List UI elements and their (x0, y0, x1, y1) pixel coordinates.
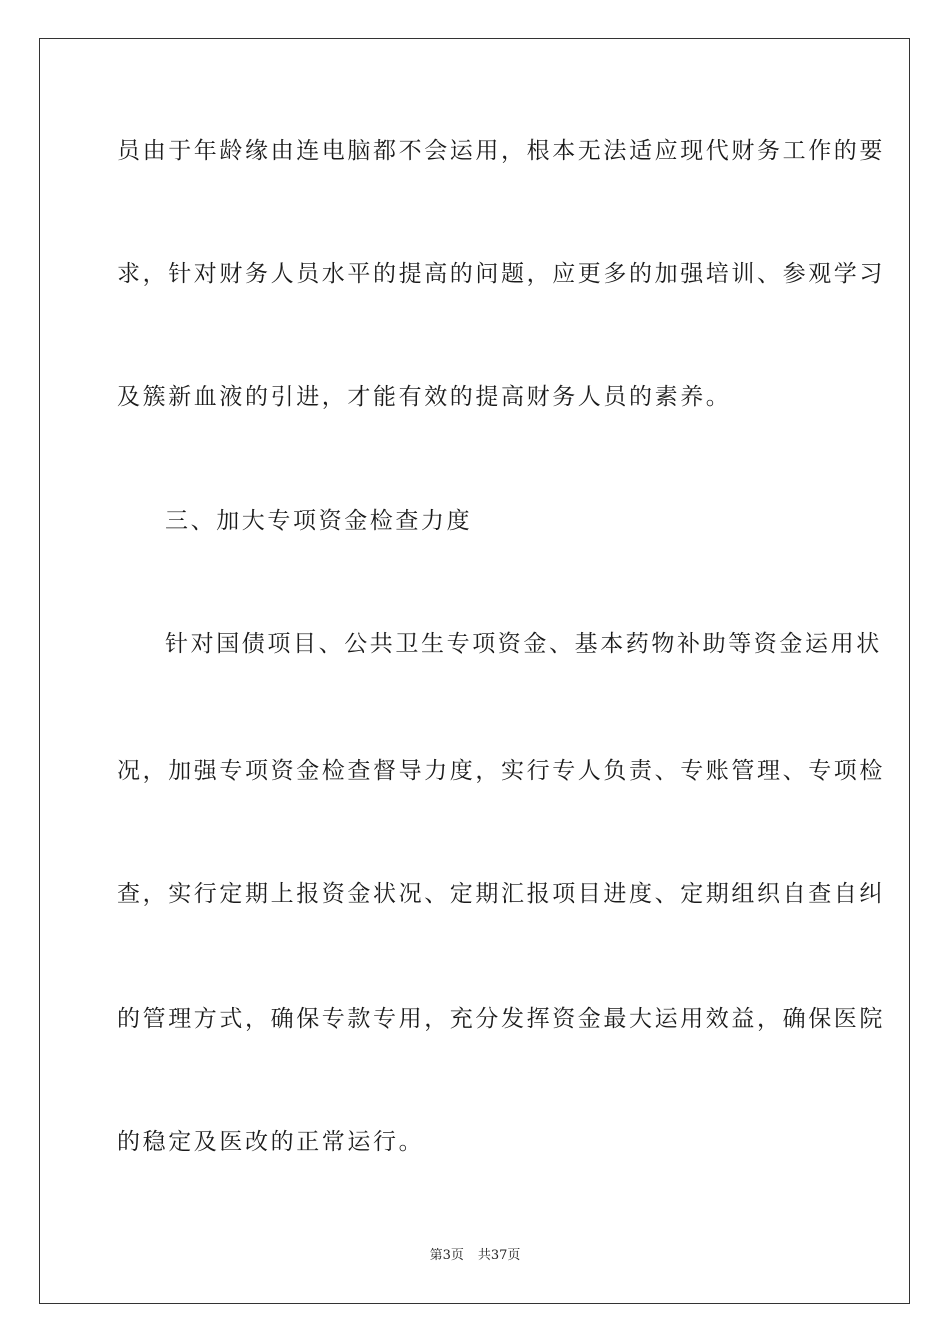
page-total: 共37页 (477, 1248, 521, 1263)
body-text-line: 求，针对财务人员水平的提高的问题，应更多的加强培训、参观学习 (117, 261, 885, 287)
body-text-line: 的管理方式，确保专款专用，充分发挥资金最大运用效益，确保医院 (117, 1006, 885, 1032)
page-footer (0, 1247, 950, 1265)
section-heading: 三、加大专项资金检查力度 (165, 508, 473, 534)
page-frame (39, 38, 910, 1304)
body-text-line: 及簇新血液的引进，才能有效的提高财务人员的素养。 (117, 384, 732, 410)
page-number: 第3页 (429, 1248, 464, 1263)
body-text-line: 的稳定及医改的正常运行。 (117, 1129, 425, 1155)
body-text-line: 况，加强专项资金检查督导力度，实行专人负责、专账管理、专项检 (117, 758, 885, 784)
body-text-line: 员由于年龄缘由连电脑都不会运用，根本无法适应现代财务工作的要 (117, 138, 885, 164)
body-text-line: 查，实行定期上报资金状况、定期汇报项目进度、定期组织自查自纠 (117, 881, 885, 907)
body-text-line: 针对国债项目、公共卫生专项资金、基本药物补助等资金运用状 (165, 631, 882, 657)
